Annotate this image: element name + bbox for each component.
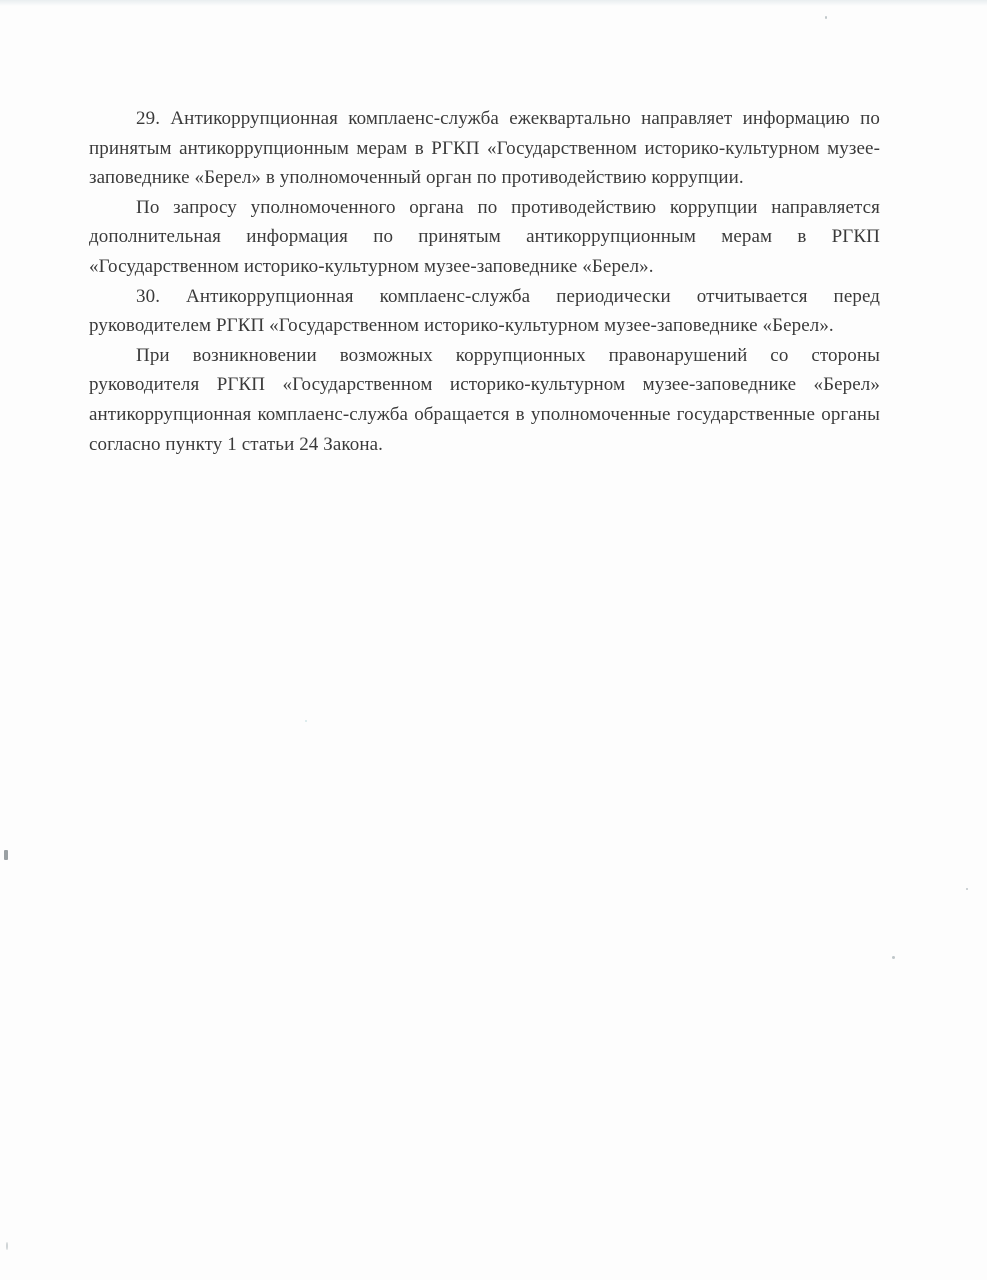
document-body: [89, 104, 880, 459]
paragraph-29: 29. Антикоррупционная комплаенс-служба ежеквартально направляет информацию по принятым антикоррупционным мерам в РГКП «Государственном историко-культурном музее-заповеднике «Берел» в уполномоченный орган по противодействию коррупции.: [89, 108, 880, 189]
scan-speck: [6, 1242, 8, 1250]
scan-speck: [305, 720, 307, 722]
scan-speck: [825, 16, 827, 19]
scan-speck: [892, 956, 895, 959]
paragraph-29-addendum: По запросу уполномоченного органа по противодействию коррупции направляется дополнительная информация по принятым антикоррупционным мерам в РГКП «Государственном историко-культурном музее-заповеднике «Берел».: [89, 196, 880, 277]
paragraph-30-addendum: При возникновении возможных коррупционных правонарушений со стороны руководителя РГКП «Государственном историко-культурном музее-заповеднике «Берел» антикоррупционная комплаенс-служба обращается в уполномоченные государственные органы согласно пункту 1 статьи 24 Закона.: [89, 344, 880, 455]
paragraph-30: 30. Антикоррупционная комплаенс-служба периодически отчитывается перед руководителем РГКП «Государственном историко-культурном музее-заповеднике «Берел».: [89, 285, 880, 337]
scan-speck: [966, 888, 968, 890]
scan-top-edge: [0, 0, 987, 6]
scan-speck: [4, 850, 8, 860]
